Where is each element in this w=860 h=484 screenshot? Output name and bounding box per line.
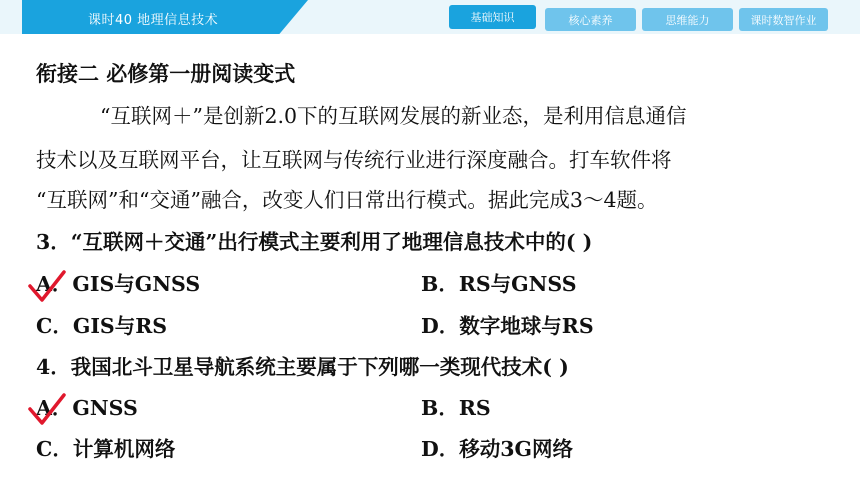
q3-option-c[interactable]: C．GIS与RS — [36, 314, 168, 338]
q4-option-c[interactable]: C．计算机网络 — [36, 437, 176, 461]
passage-line-1: “互联网＋”是创新2.0下的互联网发展的新业态，是利用信息通信 — [100, 104, 687, 128]
passage-line-3: “互联网”和“交通”融合，改变人们日常出行模式。据此完成3～4题。 — [36, 188, 658, 212]
q3-option-b[interactable]: B．RS与GNSS — [421, 272, 577, 296]
question-4-stem: 4．我国北斗卫星导航系统主要属于下列哪一类现代技术( ) — [36, 355, 569, 379]
nav-tab-thinking-ability[interactable]: 思维能力 — [642, 8, 733, 31]
check-mark-icon — [27, 393, 67, 427]
q4-option-d[interactable]: D．移动3G网络 — [421, 437, 574, 461]
q3-option-d[interactable]: D．数字地球与RS — [421, 314, 594, 338]
q4-option-a[interactable]: A．GNSS — [36, 396, 138, 420]
q4-option-b[interactable]: B．RS — [421, 396, 491, 420]
check-mark-icon — [27, 270, 67, 304]
nav-tab-basic-knowledge[interactable]: 基础知识 — [449, 5, 536, 29]
q3-option-a[interactable]: A．GIS与GNSS — [36, 272, 201, 296]
top-bar — [0, 0, 860, 34]
lesson-title: 课时40 地理信息技术 — [88, 13, 219, 28]
section-heading: 衔接二 必修第一册阅读变式 — [36, 61, 296, 86]
passage-line-2: 技术以及互联网平台，让互联网与传统行业进行深度融合。打车软件将 — [36, 148, 672, 172]
nav-tab-homework[interactable]: 课时数智作业 — [739, 8, 828, 31]
nav-tab-core-literacy[interactable]: 核心素养 — [545, 8, 636, 31]
question-3-stem: 3．“互联网＋交通”出行模式主要利用了地理信息技术中的( ) — [36, 230, 593, 254]
